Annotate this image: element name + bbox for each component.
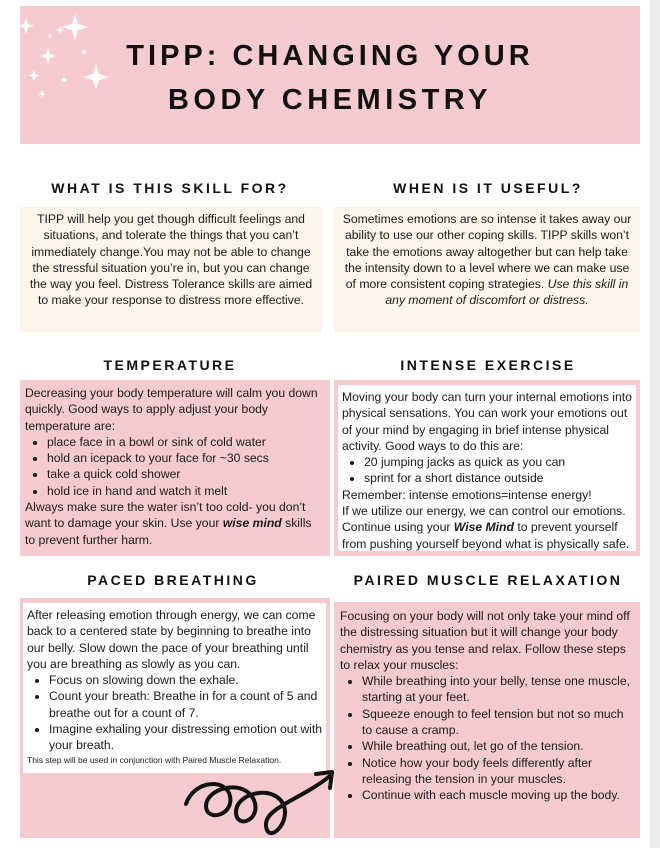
exercise-intro: Moving your body can turn your internal emotions into physical sensations. You can work your emotions out of your mind by engaging in brief intense physical activity. Good ways to do this are:	[342, 390, 632, 453]
list-item: • Squeeze enough to feel tension but not so much to cause a cramp.	[362, 706, 634, 739]
exercise-line1: Remember: intense emotions=intense energy!	[342, 487, 592, 502]
page-title-line-2: BODY CHEMISTRY	[167, 84, 493, 116]
temperature-intro: Decreasing your body temperature will calm you down quickly. Good ways to apply adjust your body temperature are:	[25, 386, 318, 433]
list-item: • 20 jumping jacks as quick as you can	[364, 454, 632, 470]
list-item: • While breathing out, let go of the tension.	[362, 738, 634, 754]
exercise-list	[364, 454, 632, 487]
exercise-inner	[338, 385, 636, 551]
list-item: • Count your breath: Breathe in for a count of 5 and breathe out for a count of 7.	[49, 688, 322, 721]
section-heading-exercise: INTENSE EXERCISE	[400, 357, 576, 373]
breathing-note: This step will be used in conjunction with Paired Muscle Relaxation.	[27, 754, 282, 765]
line2-text: If we utilize our energy, we can control our emotions. Continue using your	[342, 504, 626, 535]
what-body: TIPP will help you get though difficult feelings and situations, and tolerate the things that you can’t immediately change.You may not be able to change the stressful situation you’re in, but you can change the way you feel. Distress Tolerance skills are aimed to make your response to distress more effective.	[29, 212, 313, 308]
section-heading-muscle: PAIRED MUSCLE RELAXATION	[353, 572, 623, 588]
section-heading-what: WHAT IS THIS SKILL FOR?	[51, 180, 289, 196]
list-item: • Continue with each muscle moving up the body.	[362, 787, 634, 803]
list-item: • hold an icepack to your face for ~30 secs	[47, 450, 325, 466]
list-item: • Notice how your body feels differently after releasing the tension in your muscles.	[362, 755, 634, 788]
section-heading-temperature: TEMPERATURE	[103, 357, 237, 373]
muscle-box	[334, 602, 640, 838]
breathing-inner	[23, 603, 326, 773]
temperature-list	[47, 434, 325, 499]
breathing-list	[49, 672, 322, 753]
section-heading-when: WHEN IS IT USEFUL?	[393, 180, 583, 196]
list-item: • hold ice in hand and watch it melt	[47, 483, 325, 499]
list-item: • sprint for a short distance outside	[364, 470, 632, 486]
exercise-line2	[342, 503, 632, 552]
temperature-box	[20, 380, 330, 556]
list-item: • While breathing into your belly, tense one muscle, starting at your feet.	[362, 673, 634, 706]
temperature-outro	[25, 499, 325, 548]
outro-text-end: skills to prevent further harm.	[25, 516, 312, 547]
what-box	[20, 207, 322, 332]
breathing-intro: After releasing emotion through energy, we can come back to a centered state by beginning to breathe into our belly. Slow down the pace of your breathing until you are breathing as slowly as you can.	[27, 608, 316, 671]
line2-text-end: to prevent yourself from pushing yourself beyond what is physically safe.	[342, 520, 630, 551]
swirl-arrow-icon	[180, 760, 350, 848]
muscle-intro: Focusing on your body will not only take your mind off the distressing situation but it will change your body chemistry as you tense and relax. Follow these steps to relax your muscles:	[340, 609, 630, 672]
list-item: • take a quick cold shower	[47, 466, 325, 482]
section-heading-breathing: PACED BREATHING	[87, 572, 259, 588]
when-box	[334, 207, 640, 332]
header-banner	[20, 6, 640, 144]
wise-mind-emphasis: Wise Mind	[453, 520, 514, 535]
muscle-list	[362, 673, 634, 803]
when-body	[342, 211, 632, 309]
list-item: • Imagine exhaling your distressing emotion out with your breath.	[49, 721, 322, 754]
when-body-italic: Use this skill in any moment of discomfort or distress.	[385, 277, 629, 308]
list-item: • Focus on slowing down the exhale.	[49, 672, 322, 688]
page-title-line-1: TIPP: CHANGING YOUR	[126, 40, 534, 72]
exercise-box	[334, 380, 640, 556]
when-body-text: Sometimes emotions are so intense it takes away our ability to use our other coping skills. TIPP skills won’t take the emotions away altogether but can help take the intensity down to a level where we can make use of more consistent coping strategies.	[342, 212, 632, 292]
list-item: • place face in a bowl or sink of cold water	[47, 434, 325, 450]
wise-mind-emphasis: wise mind	[222, 516, 282, 531]
outro-text: Always make sure the water isn’t too cold- you don’t want to damage your skin. Use your	[25, 500, 306, 531]
